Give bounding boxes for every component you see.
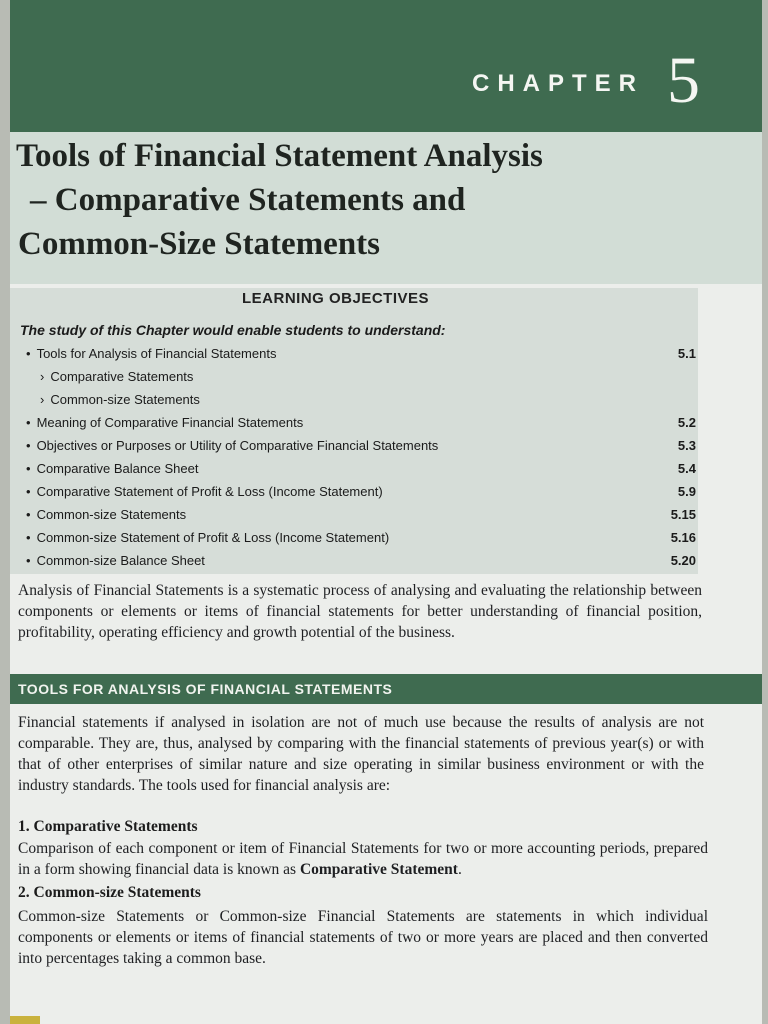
chapter-title-line-2: – Comparative Statements and xyxy=(30,182,466,218)
learning-objective-label: Common-size Statement of Profit & Loss (Income Statement) xyxy=(36,530,390,545)
learning-objective-item xyxy=(26,530,389,545)
learning-objective-label: Comparative Statements xyxy=(50,369,194,384)
learning-objective-section-ref: 5.9 xyxy=(677,484,696,499)
learning-objective-section-ref: 5.20 xyxy=(670,553,696,568)
chapter-title-line-3: Common-Size Statements xyxy=(18,226,381,262)
learning-objective-item xyxy=(40,369,193,384)
learning-objective-section-ref: 5.2 xyxy=(677,415,696,430)
learning-objective-item xyxy=(40,392,200,407)
bullet-icon: › xyxy=(40,392,45,407)
learning-objective-label: Tools for Analysis of Financial Statements xyxy=(36,346,277,361)
learning-objective-section-ref: 5.16 xyxy=(670,530,696,545)
learning-objective-label: Common-size Balance Sheet xyxy=(36,553,205,568)
learning-objectives-intro: The study of this Chapter would enable students to understand: xyxy=(20,322,446,338)
bullet-icon: • xyxy=(26,438,31,453)
chapter-label: CHAPTER xyxy=(471,70,644,97)
comparative-text: Comparison of each component or item of Financial Statements for two or more accounting periods, prepared in a form showing financial data is known as xyxy=(18,840,708,878)
learning-objective-label: Objectives or Purposes or Utility of Comparative Financial Statements xyxy=(36,438,439,453)
learning-objective-section-ref: 5.3 xyxy=(677,438,696,453)
learning-objective-label: Common-size Statements xyxy=(36,507,187,522)
section-title: TOOLS FOR ANALYSIS OF FINANCIAL STATEMENTS xyxy=(18,681,393,697)
learning-objective-label: Common-size Statements xyxy=(50,392,200,407)
learning-objective-item xyxy=(26,507,186,522)
learning-objective-label: Comparative Statement of Profit & Loss (Income Statement) xyxy=(36,484,383,499)
chapter-number: 5 xyxy=(667,44,700,117)
learning-objective-item xyxy=(26,553,205,568)
learning-objective-item xyxy=(26,415,303,430)
learning-objective-item xyxy=(26,438,438,453)
learning-objective-section-ref: 5.15 xyxy=(670,507,696,522)
subheading-common-size-statements: 2. Common-size Statements xyxy=(18,884,201,901)
learning-objective-item xyxy=(26,461,198,476)
bullet-icon: • xyxy=(26,461,31,476)
intro-paragraph: Analysis of Financial Statements is a systematic process of analysing and evaluating the relationship between components or elements or items of financial statements for better understanding of financial position, profitability, operating efficiency and growth potential of the business. xyxy=(18,582,702,641)
learning-objectives-heading: LEARNING OBJECTIVES xyxy=(242,290,430,307)
bullet-icon: • xyxy=(26,553,31,568)
comparative-statements-paragraph xyxy=(18,838,708,880)
section-paragraph: Financial statements if analysed in isolation are not of much use because the results of analysis are not comparable. They are, thus, analysed by comparing with the financial statements of previous year(s) or with that of other enterprises of similar nature and size operating in similar business environment or with the industry standards. The tools used for financial analysis are: xyxy=(18,714,704,794)
common-size-paragraph: Common-size Statements or Common-size Financial Statements are statements in which individual components or elements or items of financial statements of two or more years are placed and then converted into percentages taking a common base. xyxy=(18,908,708,967)
chapter-header-band xyxy=(10,0,762,132)
learning-objective-section-ref: 5.1 xyxy=(677,346,696,361)
chapter-title-line-1: Tools of Financial Statement Analysis xyxy=(16,138,543,174)
bullet-icon: • xyxy=(26,484,31,499)
comparative-text-end: . xyxy=(457,861,462,878)
page-edge-strip xyxy=(10,1016,40,1024)
learning-objective-label: Comparative Balance Sheet xyxy=(36,461,199,476)
learning-objective-item xyxy=(26,346,276,361)
bullet-icon: • xyxy=(26,346,31,361)
book-page xyxy=(10,0,762,1024)
learning-objective-section-ref: 5.4 xyxy=(677,461,696,476)
learning-objective-item xyxy=(26,484,383,499)
bullet-icon: • xyxy=(26,507,31,522)
bullet-icon: › xyxy=(40,369,45,384)
subheading-comparative-statements: 1. Comparative Statements xyxy=(18,818,198,835)
bullet-icon: • xyxy=(26,415,31,430)
bullet-icon: • xyxy=(26,530,31,545)
learning-objective-label: Meaning of Comparative Financial Statements xyxy=(36,415,304,430)
comparative-term: Comparative Statement xyxy=(299,861,458,878)
